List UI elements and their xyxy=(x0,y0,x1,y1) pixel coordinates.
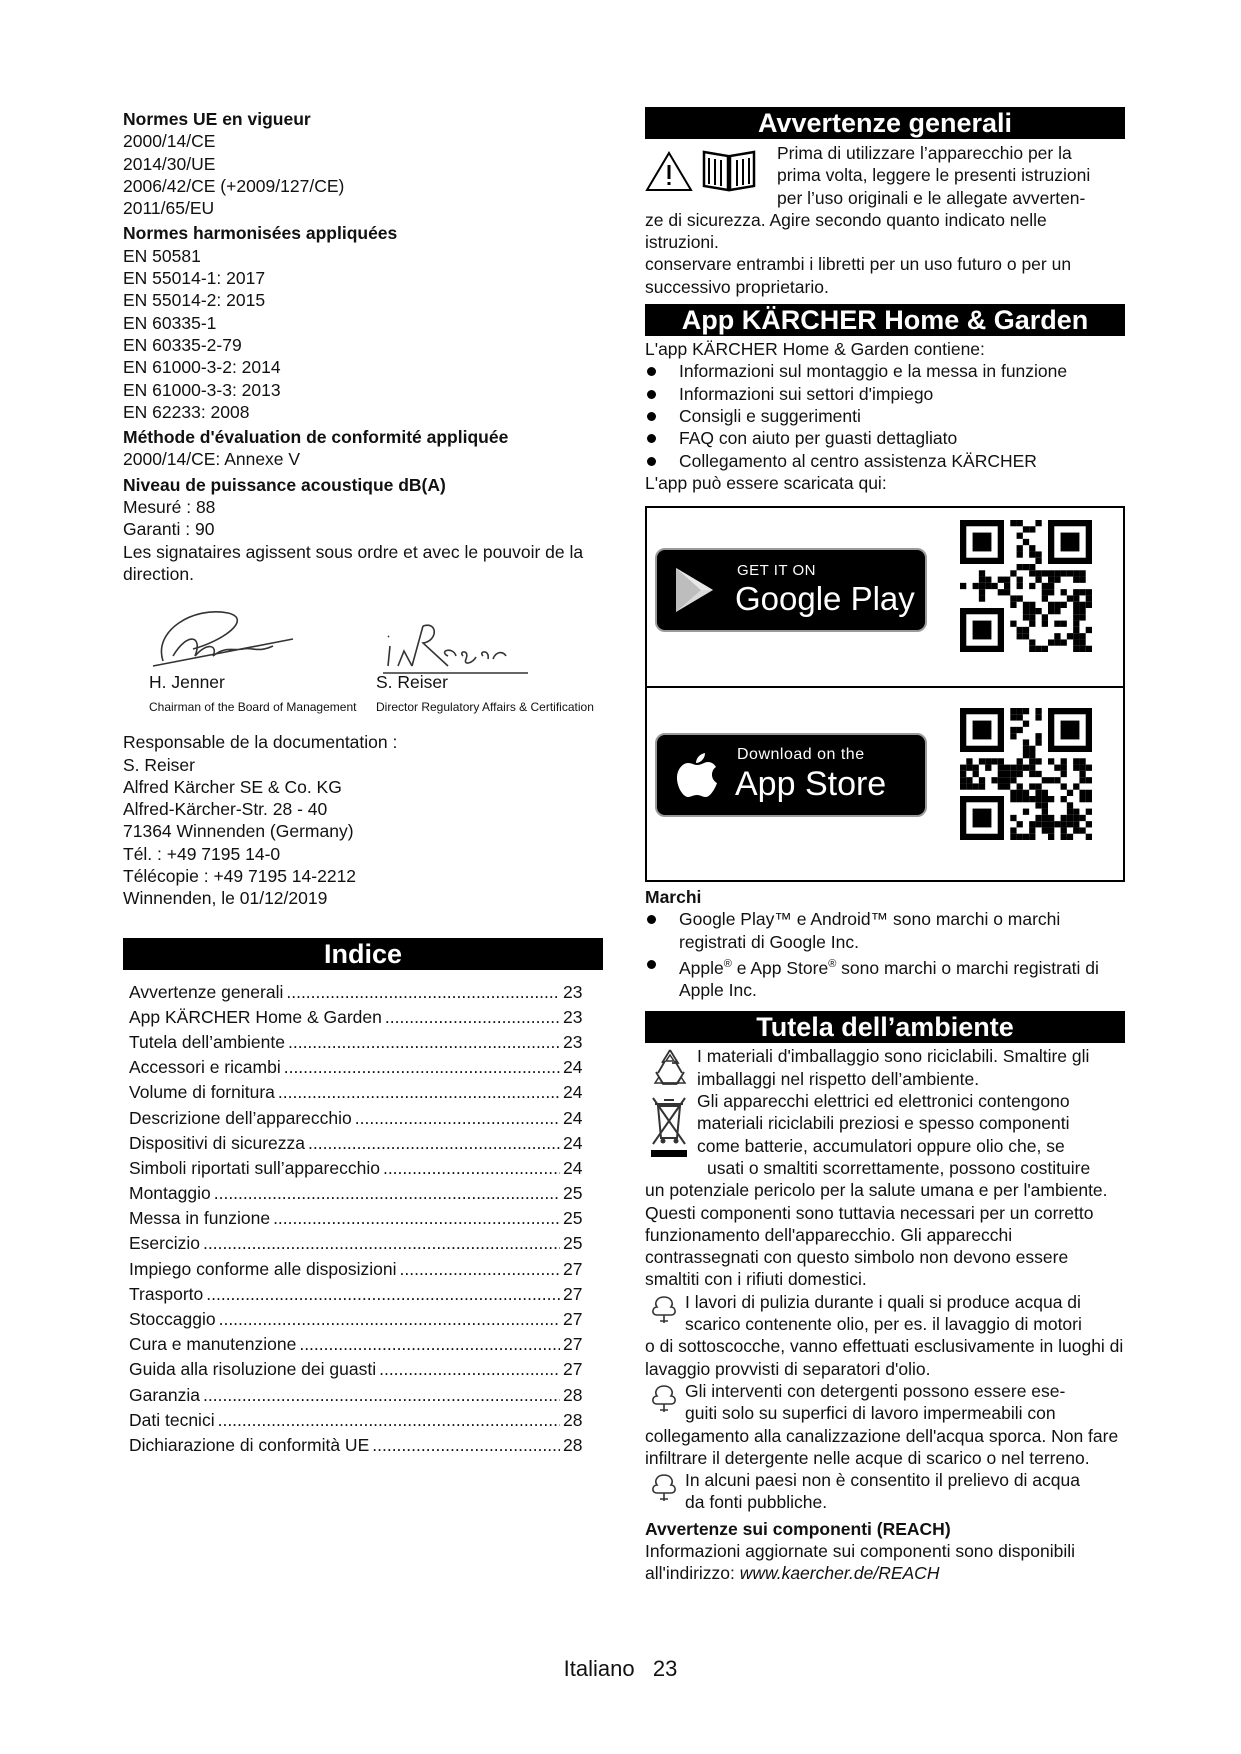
box-divider xyxy=(647,686,1123,688)
environment-tip-icon xyxy=(649,1473,679,1503)
env-p4-line: Gli interventi con detergenti possono essere ese- xyxy=(685,1380,1066,1401)
signature-jenner xyxy=(133,601,303,676)
env-p4-cont: collegamento alla canalizzazione dell'acqua sporca. Non fare infiltrare il detergente nelle acque di scarico o nel terreno. xyxy=(645,1425,1119,1468)
toc-entry[interactable]: Montaggio ..... 25 xyxy=(123,1181,593,1206)
responsible-line: Télécopie : +49 7195 14-2212 xyxy=(123,866,357,887)
toc-entry[interactable]: Guida alla risoluzione dei guasti ..... 27 xyxy=(123,1357,593,1382)
sig2-name: S. Reiser xyxy=(376,672,448,693)
env-weee xyxy=(645,1090,1125,1291)
noise-measured: Mesuré : 88 xyxy=(123,497,216,518)
responsible-line: S. Reiser xyxy=(123,754,195,775)
qr-code-google-icon xyxy=(960,520,1092,652)
env-p4-line: guiti solo su superfici di lavoro impermeabili con xyxy=(685,1403,1056,1424)
harmonized-line: EN 60335-2-79 xyxy=(123,334,242,355)
toc-entry[interactable]: Stoccaggio ..... 27 xyxy=(123,1307,593,1332)
method-title: Méthode d'évaluation de conformité appliquée xyxy=(123,427,509,448)
toc-entry[interactable]: Dispositivi di sicurezza ..... 24 xyxy=(123,1131,593,1156)
page-footer xyxy=(0,1658,1241,1680)
harmonized-line: EN 62233: 2008 xyxy=(123,401,250,422)
toc-entry[interactable]: Dichiarazione di conformità UE ..... 28 xyxy=(123,1433,593,1458)
method-text: 2000/14/CE: Annexe V xyxy=(123,449,301,470)
reach-text: Informazioni aggiornate sui componenti sono disponibili all'indirizzo: www.kaercher.de/REACH xyxy=(645,1541,1075,1584)
norms-title: Normes UE en vigueur xyxy=(123,109,311,129)
environment-tip-icon xyxy=(649,1384,679,1414)
toc-entry[interactable]: Messa in funzione ..... 25 xyxy=(123,1206,593,1231)
google-play-small: GET IT ON xyxy=(737,562,816,580)
signature-block xyxy=(123,601,603,719)
list-item: Informazioni sui settori d'impiego xyxy=(645,383,1125,405)
app-intro: L'app KÄRCHER Home & Garden contiene: xyxy=(645,339,985,360)
harmonized-line: EN 55014-2: 2015 xyxy=(123,290,266,311)
left-column xyxy=(123,108,603,1458)
app-store-big: App Store xyxy=(735,765,887,804)
reach-link[interactable]: www.kaercher.de/REACH xyxy=(739,1563,940,1584)
index-heading: Indice xyxy=(123,938,603,970)
env-p2-line: come batterie, accumulatori oppure olio che, se xyxy=(697,1135,1065,1156)
list-item: Apple® e App Store® sono marchi o marchi registrati di Apple Inc. xyxy=(645,953,1125,1001)
general-line: prima volta, leggere le presenti istruzioni xyxy=(777,165,1091,186)
toc-entry[interactable]: Trasporto ..... 27 xyxy=(123,1282,593,1307)
app-download-box xyxy=(645,506,1125,882)
footer-page-number: 23 xyxy=(652,1656,678,1681)
sig1-name: H. Jenner xyxy=(149,672,225,693)
env-p1: I materiali d'imballaggio sono riciclabili. Smaltire gli imballaggi nel rispetto dell’ambiente. xyxy=(697,1046,1090,1089)
warning-triangle-icon xyxy=(645,150,693,192)
env-p2-line: Gli apparecchi elettrici ed elettronici contengono xyxy=(697,1091,1070,1112)
harmonized-line: EN 61000-3-2: 2014 xyxy=(123,357,281,378)
google-play-icon xyxy=(673,566,715,614)
list-item: Informazioni sul montaggio e la messa in funzione xyxy=(645,360,1125,382)
responsible-line: Responsable de la documentation : xyxy=(123,732,398,753)
env-heading: Tutela dell’ambiente xyxy=(645,1011,1125,1043)
noise-guaranteed: Garanti : 90 xyxy=(123,519,215,540)
app-store-badge[interactable] xyxy=(655,733,927,817)
general-keep: conservare entrambi i libretti per un uso futuro o per un successivo proprietario. xyxy=(645,254,1072,297)
recycling-icon xyxy=(651,1047,689,1087)
sig1-title: Chairman of the Board of Management xyxy=(149,700,357,715)
list-item: Google Play™ e Android™ sono marchi o marchi registrati di Google Inc. xyxy=(645,908,1125,953)
harmonized-line: EN 61000-3-3: 2013 xyxy=(123,379,281,400)
env-p2-line: usati o smaltiti scorrettamente, possono costituire xyxy=(707,1157,1091,1178)
norm-line: 2011/65/EU xyxy=(123,198,215,219)
sig2-title: Director Regulatory Affairs & Certification xyxy=(376,700,594,715)
google-play-big: Google Play xyxy=(735,580,915,618)
app-download-note: L'app può essere scaricata qui: xyxy=(645,472,887,493)
toc-entry[interactable]: Tutela dell’ambiente ..... 23 xyxy=(123,1030,593,1055)
harmonized-line: EN 55014-1: 2017 xyxy=(123,268,266,289)
responsible-line: Alfred Kärcher SE & Co. KG xyxy=(123,776,342,797)
norm-line: 2006/42/CE (+2009/127/CE) xyxy=(123,175,345,196)
toc-entry[interactable]: Descrizione dell’apparecchio ..... 24 xyxy=(123,1106,593,1131)
reach-title: Avvertenze sui componenti (REACH) xyxy=(645,1518,951,1539)
norm-line: 2000/14/CE xyxy=(123,131,216,152)
env-p3-line: scarico contenente olio, per es. il lavaggio di motori xyxy=(685,1314,1082,1335)
toc-entry[interactable]: Impiego conforme alle disposizioni ..... 27 xyxy=(123,1257,593,1282)
harmonized-line: EN 50581 xyxy=(123,245,201,266)
env-oil xyxy=(645,1291,1125,1380)
toc-entry[interactable]: Cura e manutenzione ..... 27 xyxy=(123,1332,593,1357)
responsible-line: Winnenden, le 01/12/2019 xyxy=(123,888,328,909)
general-cont: ze di sicurezza. Agire secondo quanto indicato nelle istruzioni. xyxy=(645,209,1047,253)
footer-language: Italiano xyxy=(563,1656,635,1681)
app-heading: App KÄRCHER Home & Garden xyxy=(645,304,1125,336)
noise-title: Niveau de puissance acoustique dB(A) xyxy=(123,474,446,495)
toc-entry[interactable]: Volume di fornitura ..... 24 xyxy=(123,1080,593,1105)
general-warning xyxy=(645,142,1125,298)
toc-entry[interactable]: Garanzia ..... 28 xyxy=(123,1383,593,1408)
list-item: FAQ con aiuto per guasti dettagliato xyxy=(645,427,1125,449)
app-features xyxy=(645,360,1125,471)
list-item: Collegamento al centro assistenza KÄRCHER xyxy=(645,450,1125,472)
app-store-small: Download on the xyxy=(737,746,865,764)
right-column xyxy=(645,107,1125,1585)
toc-entry[interactable]: Accessori e ricambi ..... 24 xyxy=(123,1055,593,1080)
env-packaging xyxy=(645,1045,1125,1090)
signature-reiser xyxy=(378,611,538,676)
marks-title: Marchi xyxy=(645,887,702,908)
responsible-line: 71364 Winnenden (Germany) xyxy=(123,821,354,842)
toc-entry[interactable]: Dati tecnici ..... 28 xyxy=(123,1408,593,1433)
responsible-line: Alfred-Kärcher-Str. 28 - 40 xyxy=(123,799,328,820)
env-p2-line: materiali riciclabili preziosi e spesso componenti xyxy=(697,1113,1070,1134)
env-p3-cont: o di sottoscocche, vanno effettuati esclusivamente in luoghi di lavaggio provvisti di separatori d'olio. xyxy=(645,1336,1124,1379)
general-line: Prima di utilizzare l’apparecchio per la xyxy=(777,143,1072,163)
toc-entry[interactable]: Esercizio ..... 25 xyxy=(123,1231,593,1256)
responsible-block xyxy=(123,731,603,909)
env-detergent xyxy=(645,1380,1125,1469)
harmonized-title: Normes harmonisées appliquées xyxy=(123,223,398,244)
norm-line: 2014/30/UE xyxy=(123,153,216,174)
list-item: Consigli e suggerimenti xyxy=(645,405,1125,427)
general-heading: Avvertenze generali xyxy=(645,107,1125,139)
responsible-line: Tél. : +49 7195 14-0 xyxy=(123,843,281,864)
toc-entry[interactable]: Avvertenze generali ..... 23 xyxy=(123,980,593,1005)
env-p3-line: I lavori di pulizia durante i quali si produce acqua di xyxy=(685,1291,1081,1312)
apple-icon xyxy=(675,749,719,801)
env-p5-line: In alcuni paesi non è consentito il prelievo di acqua xyxy=(685,1470,1080,1491)
signatories-note: Les signataires agissent sous ordre et avec le pouvoir de la direction. xyxy=(123,541,584,584)
environment-tip-icon xyxy=(649,1295,679,1325)
crossed-bin-icon xyxy=(649,1094,689,1160)
env-water xyxy=(645,1469,1125,1514)
qr-code-apple-icon xyxy=(960,708,1092,840)
toc-entry[interactable]: Simboli riportati sull’apparecchio ..... 24 xyxy=(123,1156,593,1181)
toc-entry[interactable]: App KÄRCHER Home & Garden ..... 23 xyxy=(123,1005,593,1030)
general-line: per l’uso originali e le allegate avverten- xyxy=(777,187,1086,208)
index-list xyxy=(123,980,593,1459)
marks-list xyxy=(645,908,1125,1001)
harmonized-line: EN 60335-1 xyxy=(123,312,217,333)
google-play-badge[interactable] xyxy=(655,548,927,632)
manual-book-icon xyxy=(701,146,757,192)
env-p5-line: da fonti pubbliche. xyxy=(685,1492,828,1513)
env-p2-cont: un potenziale pericolo per la salute umana e per l'ambiente. Questi componenti sono tuttavia necessari per un corretto funzionamento dell'apparecchio. Gli apparecchi contrassegnati con questo simbolo non devono essere smaltiti con i rifiuti domestici. xyxy=(645,1180,1108,1290)
